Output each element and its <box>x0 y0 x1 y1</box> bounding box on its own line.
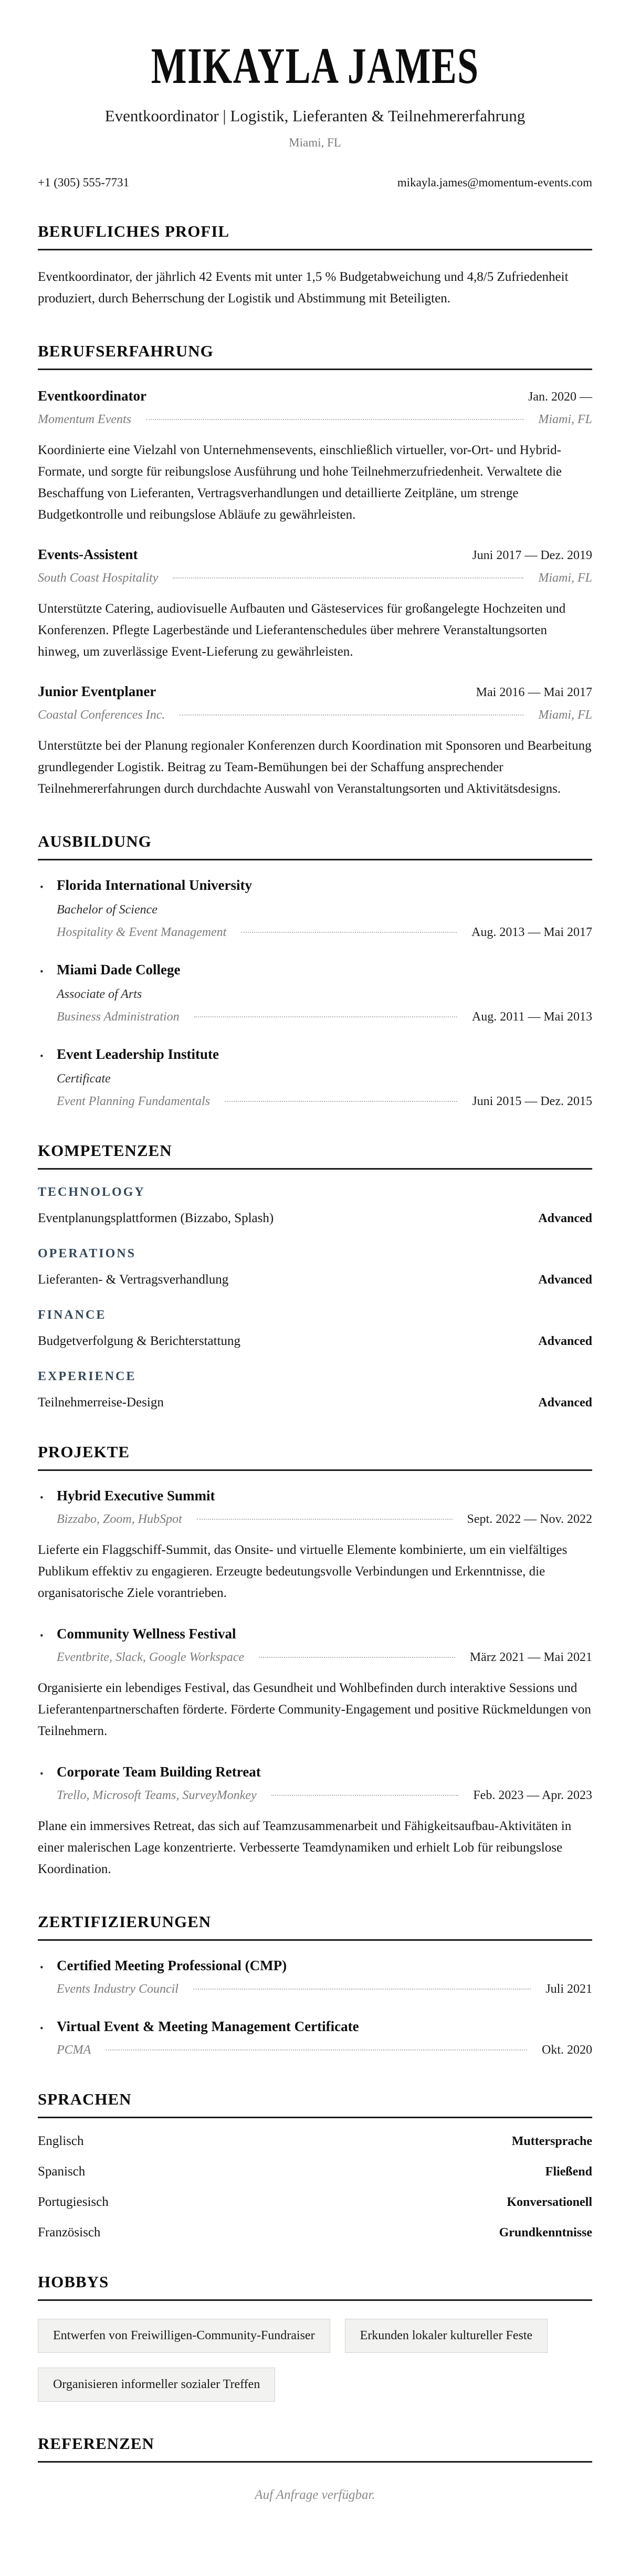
certifications-heading: ZERTIFIZIERUNGEN <box>38 1912 592 1941</box>
header <box>38 37 592 190</box>
dotted-leader <box>225 1101 457 1102</box>
job-description: Unterstützte bei der Planung regionaler Konferenzen durch Koordination mit Sponsoren und Bearbeitung grundlegender Logistik. Beitrag zu Team-Bemühungen bei der Schaffung ansprechender Teilnehmererfahrungen durch durchdachte Auswahl von Veranstaltungsorten und Aktivitätsdesigns. <box>38 739 592 796</box>
field-of-study: Event Planning Fundamentals <box>57 1095 210 1108</box>
job-company: South Coast Hospitality <box>38 571 159 585</box>
project-name: • Corporate Team Building Retreat <box>57 1764 261 1780</box>
school-name: • Event Leadership Institute <box>57 1046 219 1062</box>
project-date: März 2021 — Mai 2021 <box>469 1650 592 1664</box>
job-location: Miami, FL <box>538 413 592 426</box>
project-tools: Trello, Microsoft Teams, SurveyMonkey <box>57 1789 257 1802</box>
degree: Associate of Arts <box>57 987 142 1001</box>
project-entry <box>38 1764 592 1880</box>
hobby-tag: Entwerfen von Freiwilligen-Community-Fundraiser <box>38 2319 330 2353</box>
job-entry <box>38 388 592 525</box>
field-of-study: Hospitality & Event Management <box>57 926 227 939</box>
project-name: • Hybrid Executive Summit <box>57 1488 215 1503</box>
project-description: Lieferte ein Flaggschiff-Summit, das Onsite- und virtuelle Elemente kombinierte, um ein vielfältiges Publikum effektiv zu engagieren. Erzeugte bedeutungsvolle Verbindungen und Erkenntnisse, die organisatorische Ziele vorantrieben. <box>38 1543 568 1600</box>
dotted-leader <box>146 419 523 420</box>
job-date: Mai 2016 — Mai 2017 <box>476 686 592 699</box>
job-location: Miami, FL <box>538 571 592 585</box>
language-level: Grundkenntnisse <box>499 2226 592 2239</box>
job-description: Unterstützte Catering, audiovisuelle Aufbauten und Gästeservices für großangelegte Hochzeiten und Konferenzen. Pflegte Lagerbestände und Lieferantenschedules über mehrere Veranstaltungsorten hinweg, um zuverlässige Event-Lieferung zu gewährleisten. <box>38 602 566 659</box>
hobbies-heading: HOBBYS <box>38 2273 592 2301</box>
skill-category: EXPERIENCE <box>38 1370 136 1383</box>
skill-level: Advanced <box>538 1273 592 1287</box>
language-name: Spanisch <box>38 2164 86 2179</box>
certification-issuer: Events Industry Council <box>57 1982 178 1996</box>
dotted-leader <box>197 1519 453 1520</box>
skill-group <box>38 1185 592 1226</box>
skill-name: Lieferanten- & Vertragsverhandlung <box>38 1273 229 1287</box>
school-name: • Florida International University <box>57 877 252 893</box>
certification-issuer: PCMA <box>57 2043 91 2057</box>
skill-level: Advanced <box>538 1212 592 1225</box>
project-date: Sept. 2022 — Nov. 2022 <box>467 1512 592 1526</box>
references-heading: REFERENZEN <box>38 2434 592 2463</box>
project-tools: Bizzabo, Zoom, HubSpot <box>57 1512 182 1526</box>
education-entry <box>38 1046 592 1109</box>
candidate-location: Miami, FL <box>289 136 341 149</box>
education-entry <box>38 962 592 1024</box>
skill-name: Budgetverfolgung & Berichterstattung <box>38 1334 241 1348</box>
profile-heading: BERUFLICHES PROFIL <box>38 222 592 250</box>
section-certifications <box>38 1912 592 2057</box>
education-date: Juni 2015 — Dez. 2015 <box>472 1095 592 1108</box>
certification-date: Juli 2021 <box>545 1982 592 1996</box>
dotted-leader <box>106 2049 527 2051</box>
dotted-leader <box>180 714 523 716</box>
section-references <box>38 2434 592 2503</box>
job-company: Coastal Conferences Inc. <box>38 708 165 722</box>
skill-group <box>38 1308 592 1349</box>
education-heading: AUSBILDUNG <box>38 832 592 860</box>
language-name: Englisch <box>38 2134 84 2148</box>
language-row <box>38 2195 592 2210</box>
languages-heading: SPRACHEN <box>38 2090 592 2118</box>
name-wrap <box>38 37 592 95</box>
job-entry <box>38 546 592 663</box>
degree: Certificate <box>57 1072 111 1086</box>
job-company: Momentum Events <box>38 413 131 426</box>
section-projects <box>38 1443 592 1880</box>
section-profile <box>38 222 592 309</box>
project-date: Feb. 2023 — Apr. 2023 <box>473 1789 592 1802</box>
hobby-tag: Erkunden lokaler kultureller Feste <box>345 2319 548 2353</box>
job-title: Eventkoordinator <box>38 388 147 404</box>
certification-entry <box>38 2018 592 2057</box>
skill-level: Advanced <box>538 1396 592 1410</box>
job-date: Jan. 2020 — <box>528 390 592 404</box>
skill-category: FINANCE <box>38 1308 107 1322</box>
language-row <box>38 2225 592 2240</box>
job-description: Koordinierte eine Vielzahl von Unternehmensevents, einschließlich virtueller, vor-Ort- und Hybrid-Formate, und sorgte für reibungslose Ausführung und hohe Teilnehmerzufriedenheit. Verwaltete die Beschaffung von Lieferanten, Vertragsverhandlungen und detaillierte Zeitpläne, um strenge Budgetkontrolle und reibungslose Abläufe zu gewährleisten. <box>38 443 562 522</box>
dotted-leader <box>173 577 523 579</box>
certification-date: Okt. 2020 <box>542 2043 592 2057</box>
language-name: Französisch <box>38 2225 101 2239</box>
job-date: Juni 2017 — Dez. 2019 <box>472 549 592 562</box>
language-row <box>38 2134 592 2149</box>
candidate-name: MIKAYLA JAMES <box>151 38 479 94</box>
education-date: Aug. 2011 — Mai 2013 <box>471 1010 592 1024</box>
projects-heading: PROJEKTE <box>38 1443 592 1471</box>
section-skills <box>38 1141 592 1410</box>
project-entry <box>38 1488 592 1604</box>
project-entry <box>38 1626 592 1742</box>
phone-number: +1 (305) 555-7731 <box>38 176 129 189</box>
school-name: • Miami Dade College <box>57 962 181 977</box>
skill-category: OPERATIONS <box>38 1247 136 1260</box>
job-title: Events-Assistent <box>38 546 138 562</box>
project-tools: Eventbrite, Slack, Google Workspace <box>57 1650 245 1664</box>
job-title: Junior Eventplaner <box>38 684 156 699</box>
project-name: • Community Wellness Festival <box>57 1626 236 1642</box>
language-name: Portugiesisch <box>38 2195 109 2209</box>
dotted-leader <box>193 1989 531 1990</box>
section-education <box>38 832 592 1109</box>
references-note: Auf Anfrage verfügbar. <box>255 2488 375 2502</box>
section-hobbies <box>38 2273 592 2402</box>
profile-text: Eventkoordinator, der jährlich 42 Events mit unter 1,5 % Budgetabweichung und 4,8/5 Zufriedenheit produziert, durch Beherrschung der Logistik und Abstimmung mit Beteiligten. <box>38 270 569 306</box>
email-address: mikayla.james@momentum-events.com <box>397 176 592 189</box>
project-description: Plane ein immersives Retreat, das sich auf Teamzusammenarbeit und Fähigkeitsaufbau-Aktivitäten in einer malerischen Lage konzentrierte. Verbesserte Teamdynamiken und erhielt Lob für reibungslose Koordination. <box>38 1819 572 1876</box>
certification-entry <box>38 1958 592 1996</box>
certification-name: • Certified Meeting Professional (CMP) <box>57 1958 287 1973</box>
education-entry <box>38 877 592 940</box>
language-row <box>38 2164 592 2179</box>
hobby-tag: Organisieren informeller sozialer Treffen <box>38 2368 275 2402</box>
dotted-leader <box>194 1016 457 1017</box>
dotted-leader <box>259 1657 455 1658</box>
degree: Bachelor of Science <box>57 903 158 917</box>
experience-heading: BERUFSERFAHRUNG <box>38 342 592 370</box>
dotted-leader <box>271 1795 459 1796</box>
hobby-tags <box>38 2319 592 2402</box>
job-location: Miami, FL <box>538 708 592 722</box>
project-description: Organisierte ein lebendiges Festival, das Gesundheit und Wohlbefinden durch interaktive Sessions und Lieferantenpartnerschaften förderte. Förderte Community-Engagement und positive Rückmeldungen von Teilnehmern. <box>38 1681 591 1738</box>
skill-name: Teilnehmerreise-Design <box>38 1395 164 1410</box>
skills-heading: KOMPETENZEN <box>38 1141 592 1170</box>
candidate-headline: Eventkoordinator | Logistik, Lieferanten & Teilnehmererfahrung <box>104 107 526 125</box>
language-level: Konversationell <box>507 2195 592 2209</box>
skill-group <box>38 1370 592 1410</box>
certification-name: • Virtual Event & Meeting Management Certificate <box>57 2018 359 2034</box>
contact-row <box>38 176 592 190</box>
language-level: Muttersprache <box>511 2135 592 2148</box>
skill-name: Eventplanungsplattformen (Bizzabo, Splash) <box>38 1211 274 1225</box>
language-level: Fließend <box>545 2165 592 2179</box>
dotted-leader <box>241 932 457 933</box>
section-experience <box>38 342 592 800</box>
education-date: Aug. 2013 — Mai 2017 <box>471 926 592 939</box>
section-languages <box>38 2090 592 2240</box>
skill-group <box>38 1247 592 1287</box>
skill-category: TECHNOLOGY <box>38 1185 145 1199</box>
skill-level: Advanced <box>538 1334 592 1348</box>
job-entry <box>38 684 592 800</box>
field-of-study: Business Administration <box>57 1010 180 1024</box>
